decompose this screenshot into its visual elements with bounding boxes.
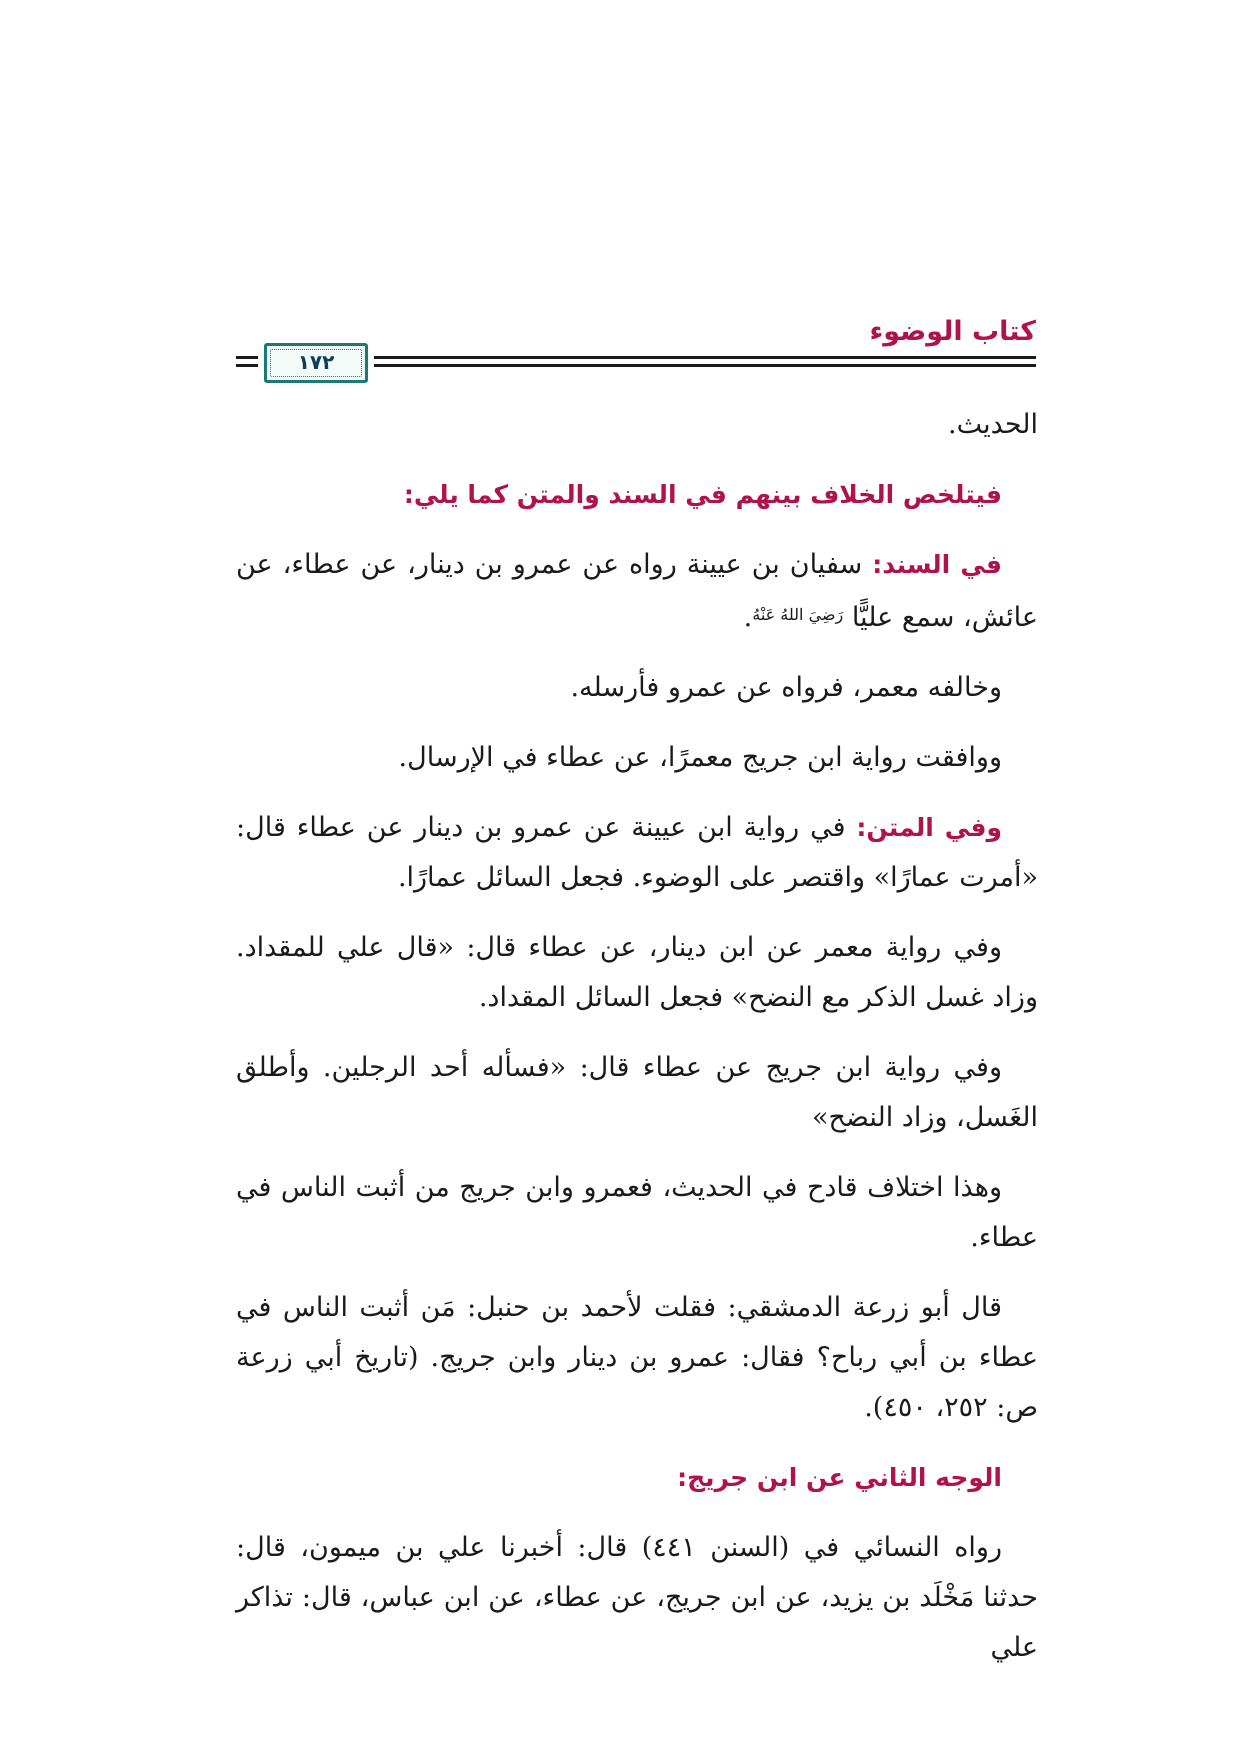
page-number: ١٧٢	[297, 350, 335, 374]
paragraph-6: وفي رواية معمر عن ابن دينار، عن عطاء قال: «قال علي للمقداد. وزاد غسل الذكر مع النضح» فجعل السائل المقداد.	[236, 932, 1038, 1013]
paragraph-4: ووافقت رواية ابن جريج معمرًا، عن عطاء في الإرسال.	[398, 742, 1002, 773]
header-rule-bottom	[374, 364, 1036, 367]
paragraph-7: وفي رواية ابن جريج عن عطاء قال: «فسأله أحد الرجلين. وأطلق الغَسل، وزاد النضح»	[236, 1052, 1038, 1133]
header-rule-top	[374, 356, 1036, 359]
matn-text: في رواية ابن عيينة عن عمرو بن دينار عن عطاء قال: «أمرت عمارًا» واقتصر على الوضوء. فجعل السائل عمارًا.	[236, 812, 1038, 893]
header-rule-left-bottom	[236, 364, 258, 367]
header-rule-left-top	[236, 356, 258, 359]
book-title: كتاب الوضوء	[869, 316, 1036, 347]
sanad-lead: في السند:	[872, 550, 1002, 579]
paragraph-sanad	[236, 540, 1038, 643]
paragraph-10: رواه النسائي في (السنن ٤٤١) قال: أخبرنا علي بن ميمون، قال: حدثنا مَخْلَد بن يزيد، عن ابن جريج، عن عطاء، عن ابن عباس، قال: تذاكر علي	[236, 1532, 1038, 1663]
section-heading-1: فيتلخص الخلاف بينهم في السند والمتن كما يلي:	[403, 480, 1002, 509]
honorific-glyph: رَضِيَ اللهُ عَنْهُ	[752, 605, 844, 624]
page-header	[236, 308, 1036, 388]
page-number-frame	[264, 343, 368, 383]
page-content	[236, 400, 1038, 1693]
paragraph-3: وخالفه معمر، فرواه عن عمرو فأرسله.	[570, 672, 1002, 703]
sanad-end: .	[743, 602, 753, 633]
paragraph-1: الحديث.	[948, 409, 1038, 440]
section-heading-2: الوجه الثاني عن ابن جريج:	[677, 1463, 1002, 1492]
paragraph-8: وهذا اختلاف قادح في الحديث، فعمرو وابن جريج من أثبت الناس في عطاء.	[236, 1172, 1038, 1253]
sanad-text: سفيان بن عيينة رواه عن عمرو بن دينار، عن عطاء، عن عائش، سمع عليًّا	[236, 549, 1038, 633]
matn-lead: وفي المتن:	[856, 813, 1003, 842]
paragraph-9: قال أبو زرعة الدمشقي: فقلت لأحمد بن حنبل: مَن أثبت الناس في عطاء بن أبي رباح؟ فقال: عمرو بن دينار وابن جريج. (تاريخ أبي زرعة ص: ٢٥٢، ٤٥٠).	[236, 1292, 1038, 1423]
paragraph-matn	[236, 803, 1038, 903]
